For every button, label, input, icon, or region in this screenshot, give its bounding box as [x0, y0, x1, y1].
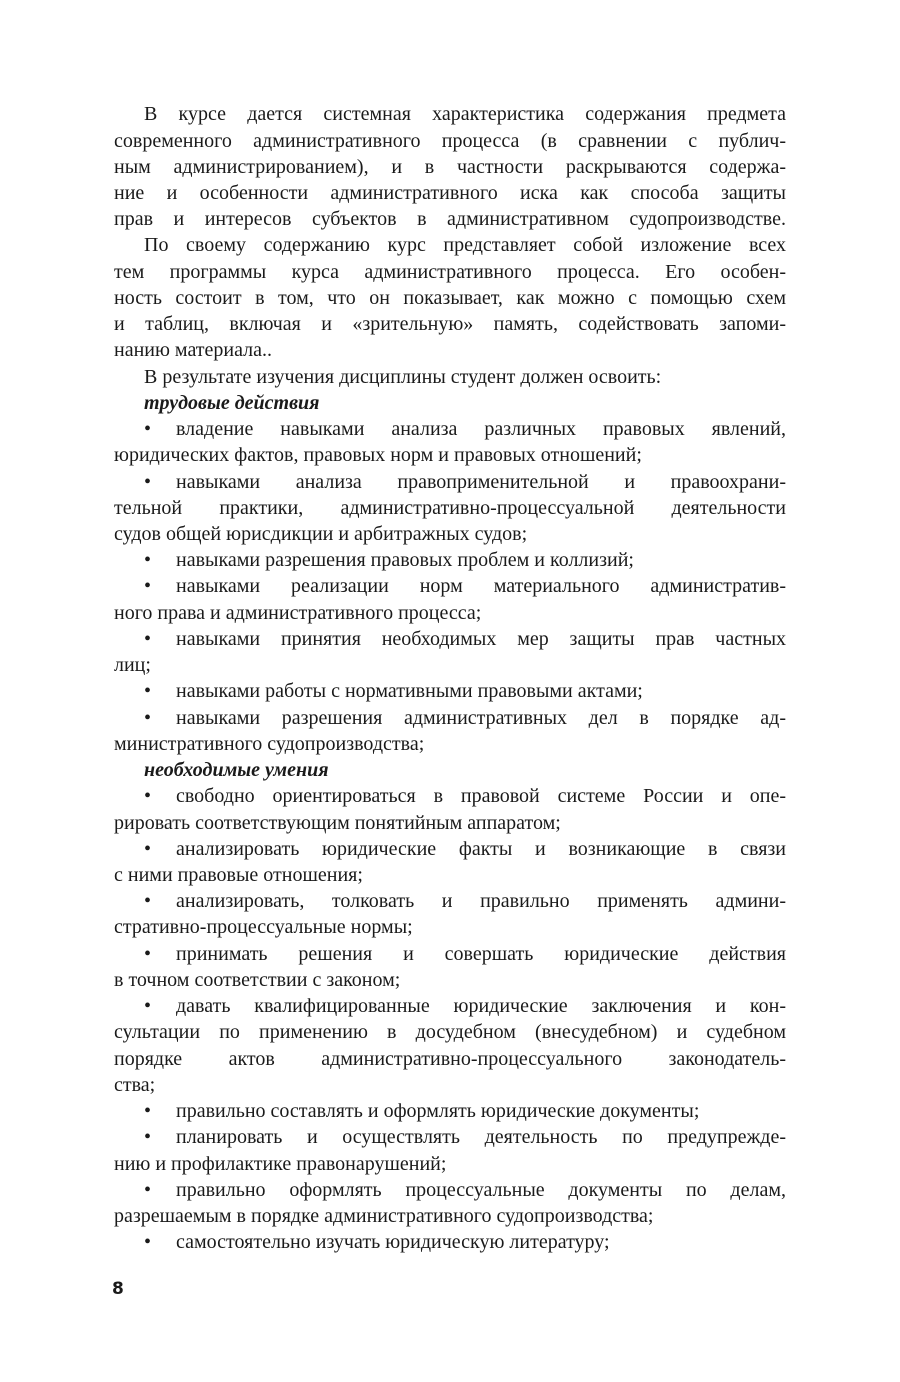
bullet-item-cont: в точном соответствии с законом; — [114, 969, 401, 991]
intro-p1-line: ние и особенности административного иска как способа защиты — [114, 182, 786, 204]
bullet-item-cont: с ними правовые отношения; — [114, 864, 363, 886]
bullet-item-cont: министративного судопроизводства; — [114, 733, 425, 755]
intro-p2-line: По своему содержанию курс представляет собой изложение всех — [144, 234, 786, 256]
bullet-icon: • — [144, 707, 152, 729]
bullet-item: • свободно ориентироваться в правовой системе России и опе- — [144, 785, 786, 807]
bullet-item: • навыками разрешения административных дел в порядке ад- — [144, 707, 786, 729]
bullet-item-cont: ного права и административного процесса; — [114, 602, 482, 624]
bullet-item-cont: нию и профилактике правонарушений; — [114, 1153, 447, 1175]
bullet-icon: • — [144, 943, 152, 965]
intro-p2-line: нанию материала.. — [114, 339, 273, 361]
bullet-icon: • — [144, 1126, 152, 1148]
bullet-item: • анализировать, толковать и правильно применять админи- — [144, 890, 786, 912]
bullet-item-cont: рировать соответствующим понятийным аппаратом; — [114, 812, 561, 834]
page-number: 8 — [112, 1279, 124, 1299]
bullet-item-cont: лиц; — [114, 654, 151, 676]
bullet-item: • давать квалифицированные юридические заключения и кон- — [144, 995, 786, 1017]
bullet-item: • владение навыками анализа различных правовых явлений, — [144, 418, 786, 440]
bullet-item-cont: разрешаемым в порядке административного судопроизводства; — [114, 1205, 654, 1227]
bullet-item-cont: сультации по применению в досудебном (внесудебном) и судебном — [114, 1021, 786, 1043]
bullet-item: • навыками реализации норм материального административ- — [144, 575, 786, 597]
bullet-item: • самостоятельно изучать юридическую литературу; — [144, 1231, 610, 1253]
bullet-item: • навыками принятия необходимых мер защиты прав частных — [144, 628, 786, 650]
bullet-item-cont: порядке актов административно-процессуального законодатель- — [114, 1048, 786, 1070]
bullet-item: • навыками работы с нормативными правовыми актами; — [144, 680, 643, 702]
bullet-item-cont: тельной практики, административно-процессуальной деятельности — [114, 497, 786, 519]
intro-p1-line: ным администрированием), и в частности раскрываются содержа- — [114, 156, 786, 178]
bullet-item: • навыками анализа правоприменительной и правоохрани- — [144, 471, 786, 493]
bullet-icon: • — [144, 838, 152, 860]
bullet-item-cont: судов общей юрисдикции и арбитражных судов; — [114, 523, 528, 545]
bullet-icon: • — [144, 1179, 152, 1201]
bullet-icon: • — [144, 471, 152, 493]
bullet-item: • правильно оформлять процессуальные документы по делам, — [144, 1179, 786, 1201]
intro-p2-line: ность состоит в том, что он показывает, как можно с помощью схем — [114, 287, 786, 309]
bullet-item-cont: юридических фактов, правовых норм и правовых отношений; — [114, 444, 642, 466]
bullet-item-cont: стративно-процессуальные нормы; — [114, 916, 413, 938]
section-heading-labor-actions: трудовые действия — [144, 392, 320, 414]
intro-p2-line: тем программы курса административного процесса. Его особен- — [114, 261, 786, 283]
bullet-icon: • — [144, 549, 152, 571]
bullet-icon: • — [144, 418, 152, 440]
bullet-icon: • — [144, 680, 152, 702]
intro-p1-line: современного административного процесса (в сравнении с публич- — [114, 130, 786, 152]
section-heading-required-skills: необходимые умения — [144, 759, 329, 781]
bullet-item: • правильно составлять и оформлять юридические документы; — [144, 1100, 700, 1122]
intro-p2-line: и таблиц, включая и «зрительную» память, содействовать запоми- — [114, 313, 786, 335]
bullet-icon: • — [144, 785, 152, 807]
bullet-icon: • — [144, 628, 152, 650]
intro-p1-line: прав и интересов субъектов в административном судопроизводстве. — [114, 208, 786, 230]
bullet-item: • анализировать юридические факты и возникающие в связи — [144, 838, 786, 860]
bullet-item-cont: ства; — [114, 1074, 156, 1096]
bullet-icon: • — [144, 1231, 152, 1253]
bullet-icon: • — [144, 575, 152, 597]
bullet-item: • принимать решения и совершать юридические действия — [144, 943, 786, 965]
intro-p1-line: В курсе дается системная характеристика содержания предмета — [144, 103, 786, 125]
bullet-icon: • — [144, 995, 152, 1017]
bullet-icon: • — [144, 1100, 152, 1122]
intro-p3: В результате изучения дисциплины студент должен освоить: — [144, 366, 662, 388]
bullet-item: • планировать и осуществлять деятельность по предупрежде- — [144, 1126, 786, 1148]
bullet-icon: • — [144, 890, 152, 912]
bullet-item: • навыками разрешения правовых проблем и коллизий; — [144, 549, 634, 571]
